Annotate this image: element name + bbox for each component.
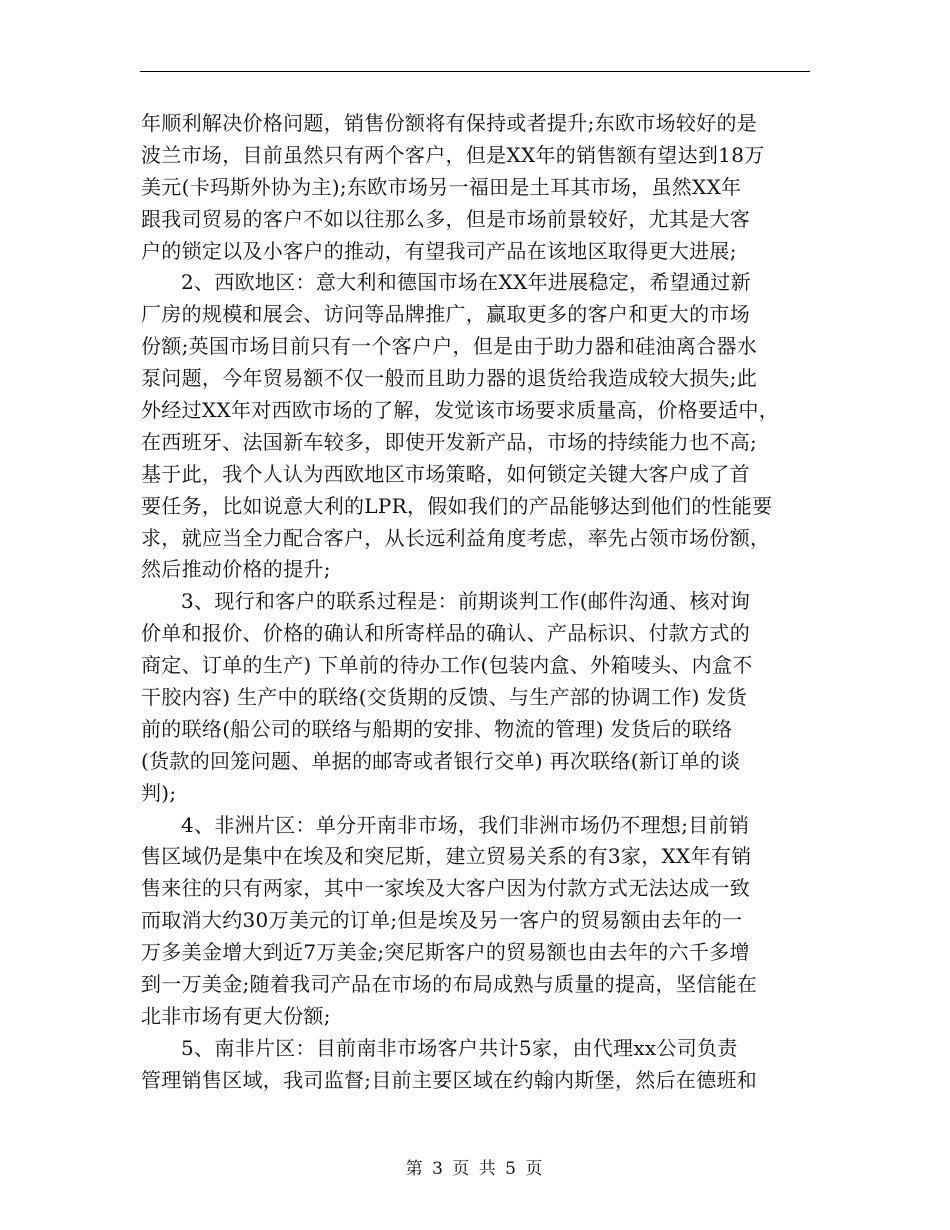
text-line: 判); xyxy=(141,780,177,805)
paragraph-first-line: 2、西欧地区：意大利和德国市场在XX年进展稳定，希望通过新 xyxy=(181,270,751,295)
header-rule xyxy=(140,71,810,72)
text-line: 波兰市场，目前虽然只有两个客户，但是XX年的销售额有望达到18万 xyxy=(141,142,765,167)
text-line: 份额;英国市场目前只有一个客户户，但是由于助力器和硅油离合器水 xyxy=(141,334,758,359)
text-line: 售区域仍是集中在埃及和突尼斯，建立贸易关系的有3家，XX年有销 xyxy=(141,844,752,869)
text-line: 厂房的规模和展会、访问等品牌推广，赢取更多的客户和更大的市场 xyxy=(141,302,750,327)
text-line: 求，就应当全力配合客户，从长远利益角度考虑，率先占领市场份额， xyxy=(141,525,771,550)
text-line: 到一万美金;随着我司产品在市场的布局成熟与质量的提高，坚信能在 xyxy=(141,972,758,997)
page-footer: 第 3 页 共 5 页 xyxy=(405,1159,545,1179)
text-line: 万多美金增大到近7万美金;突尼斯客户的贸易额也由去年的六千多增 xyxy=(141,940,750,965)
text-line: 外经过XX年对西欧市场的了解，发觉该市场要求质量高，价格要适中， xyxy=(141,398,780,423)
text-line: (货款的回笼问题、单据的邮寄或者银行交单) 再次联络(新订单的谈 xyxy=(141,748,741,773)
text-line: 商定、订单的生产) 下单前的待办工作(包装内盒、外箱唛头、内盒不 xyxy=(141,653,753,678)
paragraph-first-line: 3、现行和客户的联系过程是：前期谈判工作(邮件沟通、核对询 xyxy=(181,589,751,614)
text-line: 年顺利解决价格问题，销售份额将有保持或者提升;东欧市场较好的是 xyxy=(141,111,758,135)
text-line: 跟我司贸易的客户不如以往那么多，但是市场前景较好，尤其是大客 xyxy=(141,206,750,231)
paragraph-first-line: 4、非洲片区：单分开南非市场，我们非洲市场仍不理想;目前销 xyxy=(181,812,750,837)
text-line: 然后推动价格的提升; xyxy=(141,557,331,582)
paragraph-first-line: 5、南非片区：目前南非市场客户共计5家，由代理xx公司负责 xyxy=(181,1035,738,1060)
text-line: 前的联络(船公司的联络与船期的安排、物流的管理) 发货后的联络 xyxy=(141,716,733,741)
text-line: 价单和报价、价格的确认和所寄样品的确认、产品标识、付款方式的 xyxy=(141,621,750,646)
text-line: 要任务，比如说意大利的LPR，假如我们的产品能够达到他们的性能要 xyxy=(141,493,773,518)
text-line: 户的锁定以及小客户的推动，有望我司产品在该地区取得更大进展; xyxy=(141,238,737,263)
document-body xyxy=(141,108,811,1097)
text-line: 美元(卡玛斯外协为主);东欧市场另一福田是土耳其市场，虽然XX年 xyxy=(141,174,742,199)
text-line: 售来往的只有两家，其中一家埃及大客户因为付款方式无法达成一致 xyxy=(141,876,750,901)
text-line: 而取消大约30万美元的订单;但是埃及另一客户的贸易额由去年的一 xyxy=(141,908,743,933)
text-line: 干胶内容) 生产中的联络(交货期的反馈、与生产部的协调工作) 发货 xyxy=(141,685,748,710)
text-line: 泵问题，今年贸易额不仅一般而且助力器的退货给我造成较大损失;此 xyxy=(141,366,758,391)
text-line: 北非市场有更大份额; xyxy=(141,1003,331,1028)
text-line: 在西班牙、法国新车较多，即使开发新产品，市场的持续能力也不高; xyxy=(141,429,758,454)
text-line: 管理销售区域，我司监督;目前主要区域在约翰内斯堡，然后在德班和 xyxy=(141,1067,758,1092)
text-line: 基于此，我个人认为西欧地区市场策略，如何锁定关键大客户成了首 xyxy=(141,461,750,486)
